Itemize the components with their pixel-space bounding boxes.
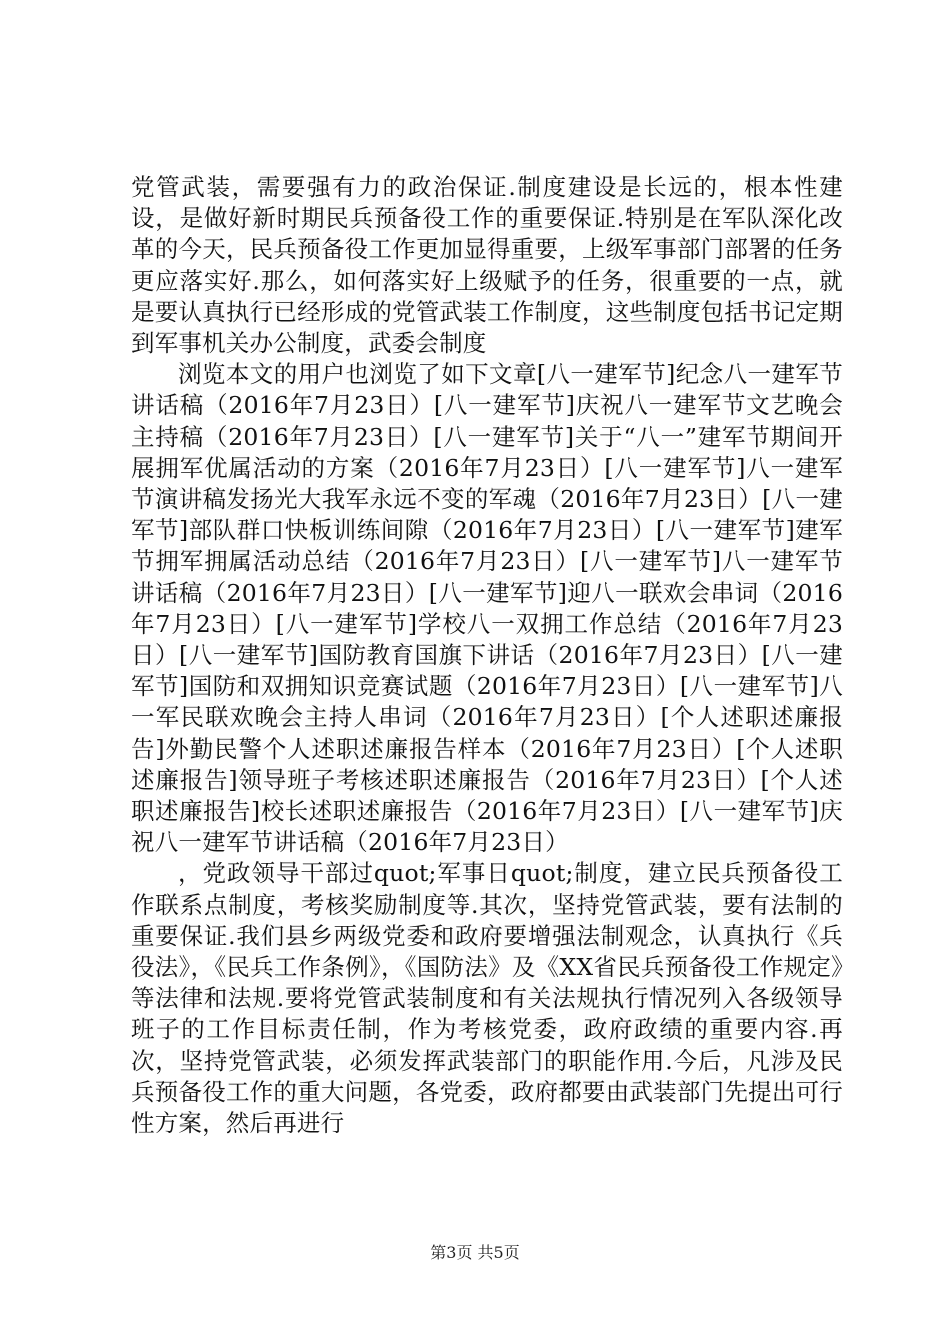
document-body: [131, 172, 843, 1139]
page-number: 第3页 共5页: [430, 1243, 520, 1262]
paragraph-party-leadership-system: ，党政领导干部过quot;军事日quot;制度，建立民兵预备役工作联系点制度，考核奖励制度等.其次，坚持党管武装，要有法制的重要保证.我们县乡两级党委和政府要增强法制观念，认真执行《兵役法》，《民兵工作条例》，《国防法》及《XX省民兵预备役工作规定》等法律和法规.要将党管武装制度和有关法规执行情况列入各级领导班子的工作目标责任制，作为考核党委，政府政绩的重要内容.再次，坚持党管武装，必须发挥武装部门的职能作用.今后，凡涉及民兵预备役工作的重大问题，各党委，政府都要由武装部门先提出可行性方案，然后再进行: [131, 859, 843, 1138]
paragraph-related-articles: 浏览本文的用户也浏览了如下文章[八一建军节]纪念八一建军节讲话稿（2016年7月23日）[八一建军节]庆祝八一建军节文艺晚会主持稿（2016年7月23日）[八一建军节]关于“八一”建军节期间开展拥军优属活动的方案（2016年7月23日）[八一建军节]八一建军节演讲稿发扬光大我军永远不变的军魂（2016年7月23日）[八一建军节]部队群口快板训练间隙（2016年7月23日）[八一建军节]建军节拥军拥属活动总结（2016年7月23日）[八一建军节]八一建军节讲话稿（2016年7月23日）[八一建军节]迎八一联欢会串词（2016年7月23日）[八一建军节]学校八一双拥工作总结（2016年7月23日）[八一建军节]国防教育国旗下讲话（2016年7月23日）[八一建军节]国防和双拥知识竞赛试题（2016年7月23日）[八一建军节]八一军民联欢晚会主持人串词（2016年7月23日）[个人述职述廉报告]外勤民警个人述职述廉报告样本（2016年7月23日）[个人述职述廉报告]领导班子考核述职述廉报告（2016年7月23日）[个人述职述廉报告]校长述职述廉报告（2016年7月23日）[八一建军节]庆祝八一建军节讲话稿（2016年7月23日）: [131, 360, 843, 857]
paragraph-party-armed-forces: 党管武装，需要强有力的政治保证.制度建设是长远的，根本性建设，是做好新时期民兵预备役工作的重要保证.特别是在军队深化改革的今天，民兵预备役工作更加显得重要，上级军事部门部署的任务更应落实好.那么，如何落实好上级赋予的任务，很重要的一点，就是要认真执行已经形成的党管武装工作制度，这些制度包括书记定期到军事机关办公制度，武委会制度: [131, 173, 843, 358]
page-footer: [0, 1243, 950, 1263]
